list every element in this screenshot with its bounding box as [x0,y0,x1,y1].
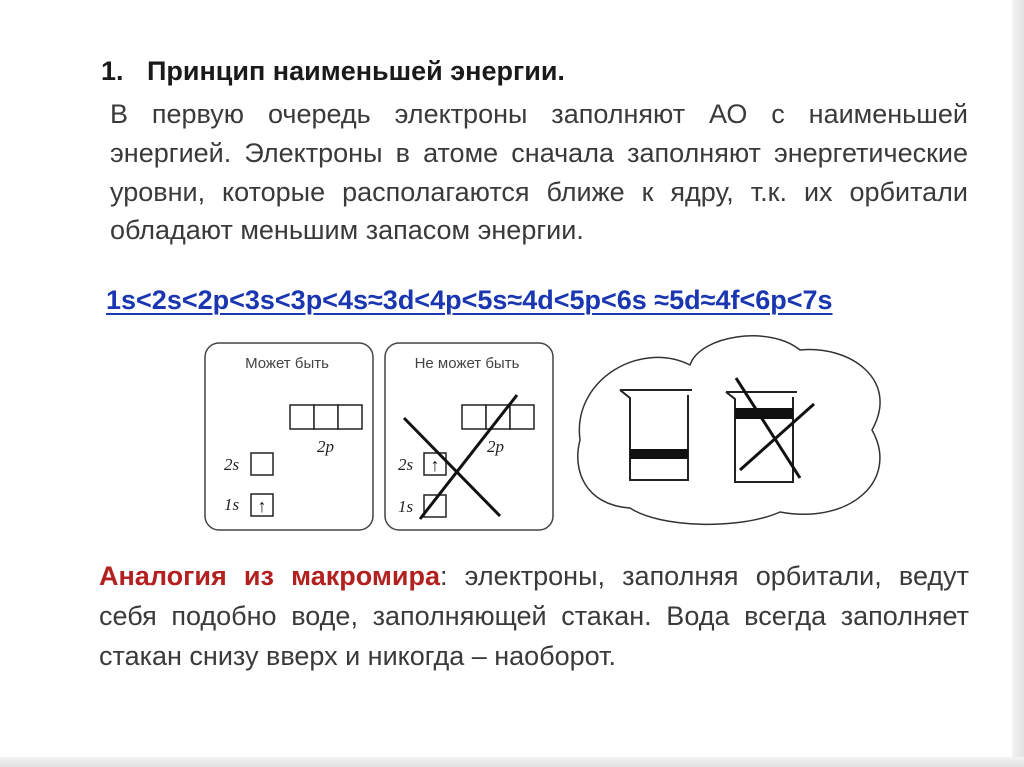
water-glass-illustration [578,336,880,525]
orbital-box-2s [251,453,273,475]
label-2p: 2p [487,437,504,456]
analogy-paragraph [99,556,969,676]
orbital-box [462,405,486,429]
orbital-box [338,405,362,429]
orbital-box [290,405,314,429]
orbital-box [510,405,534,429]
heading-number: 1. [101,56,124,86]
orbital-boxes-2p [290,405,362,429]
diagram-forbidden [385,343,553,530]
cloud-shape [578,336,880,525]
analogy-text: : электроны, заполняя орбитали, ведут себя подобно воде, заполняющей стакан. Вода всегда заполняет стакан снизу вверх и никогда – наоборот. [99,561,969,671]
diagram-allowed [205,343,373,530]
energy-sequence-link[interactable]: 1s<2s<2p<3s<3p<4s≈3d<4p<5s≈4d<5p<6s ≈5d≈4f<6p<7s [106,285,833,315]
orbital-box [314,405,338,429]
diagram-forbidden-title: Не может быть [414,355,520,372]
label-1s: 1s [224,495,240,514]
diagram-allowed-title: Может быть [245,355,329,372]
heading-text: Принцип наименьшей энергии. [147,56,565,86]
label-2p: 2p [317,437,334,456]
electron-arrow: ↑ [257,496,267,516]
label-1s: 1s [398,497,414,516]
label-2s: 2s [224,455,240,474]
principle-paragraph: В первую очередь электроны заполняют АО с наименьшей энергией. Электроны в атоме сначала заполняют энергетические уровни, которые располагаются ближе к ядру, т.к. их орбитали обладают меньшим запасом энергии. [110,99,968,246]
label-2s: 2s [398,455,414,474]
electron-arrow: ↑ [430,455,440,475]
analogy-term: Аналогия из макромира [99,561,440,591]
